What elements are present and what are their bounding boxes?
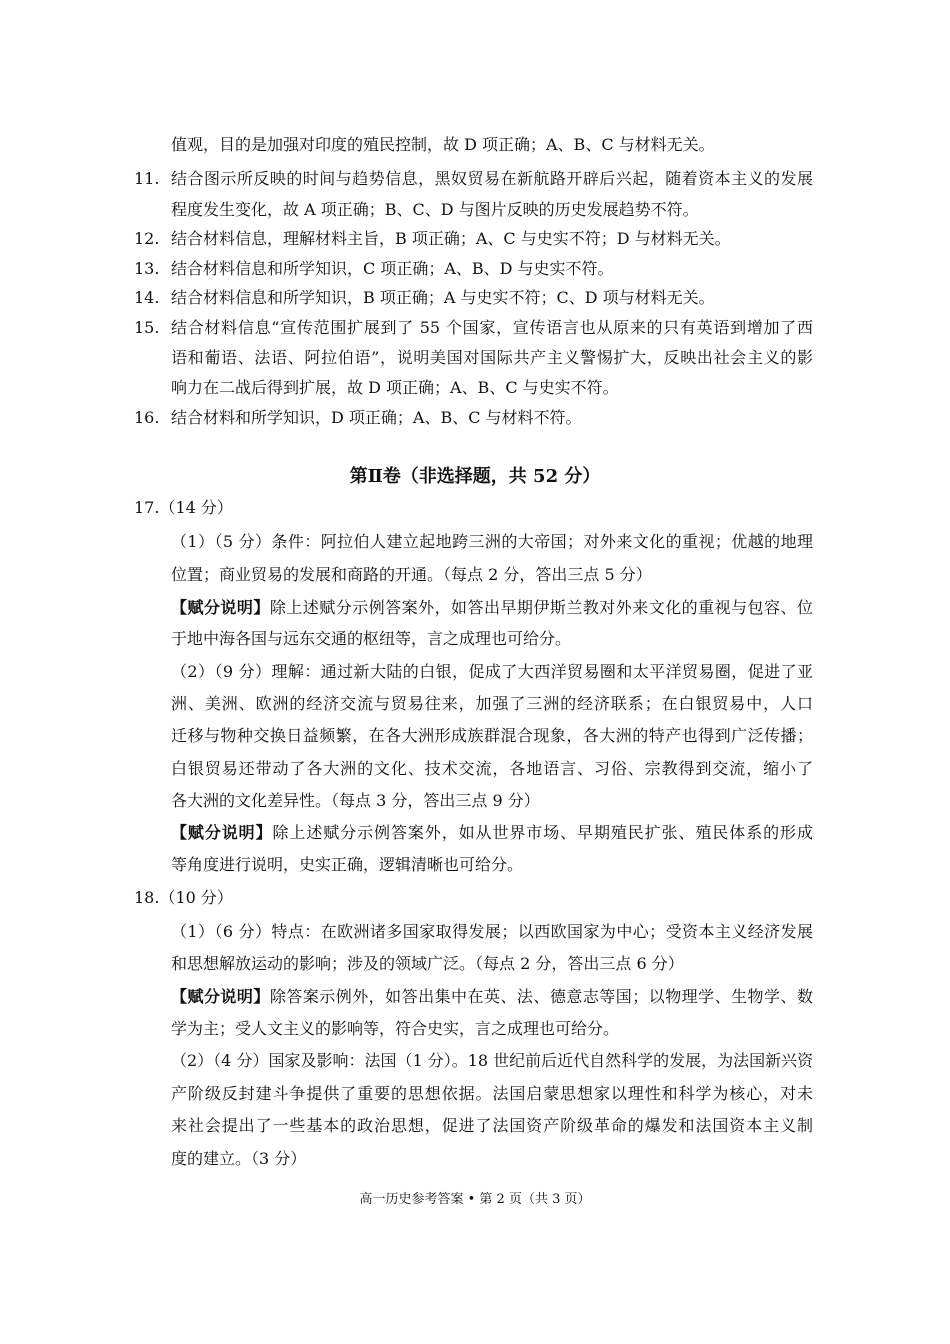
q18-part2-line-1: （2）（4 分）国家及影响：法国（1 分）。18 世纪前后近代自然科学的发展，为法国新兴资 [171, 1051, 814, 1070]
scoring-note-tag: 【赋分说明】 [171, 987, 270, 1006]
q12-line-1: 结合材料信息，理解材料主旨，B 项正确；A、C 与史实不符；D 与材料无关。 [171, 229, 731, 248]
q18-scoring-note-1 [171, 986, 813, 1008]
q17-part2-line-2: 洲、美洲、欧洲的经济交流与贸易往来，加强了三洲的经济联系；在白银贸易中，人口 [171, 694, 813, 713]
page-footer: 高一历史参考答案 • 第 2 页（共 3 页） [359, 1192, 591, 1207]
q15-number: 15. [134, 318, 160, 337]
q18-part1-line-2: 和思想解放运动的影响；涉及的领域广泛。（每点 2 分，答出三点 6 分） [171, 954, 684, 973]
q17-part1-line-1: （1）（5 分）条件：阿拉伯人建立起地跨三洲的大帝国；对外来文化的重视；优越的地理 [171, 532, 813, 551]
q17-scoring-note-1-line-2: 于地中海各国与远东交通的枢纽等，言之成理也可给分。 [171, 629, 572, 648]
q15-line-1: 结合材料信息“宣传范围扩展到了 55 个国家，宣传语言也从原来的只有英语到增加了西 [171, 318, 813, 337]
q18-part2-line-4: 度的建立。（3 分） [171, 1149, 307, 1168]
q15-line-2: 语和葡语、法语、阿拉伯语”，说明美国对国际共产主义警惕扩大，反映出社会主义的影 [171, 348, 813, 367]
q18-heading: 18.（10 分） [134, 888, 233, 907]
q11-number: 11. [134, 169, 160, 188]
q14-number: 14. [134, 288, 160, 307]
q17-scoring-note-2-line-2: 等角度进行说明，史实正确，逻辑清晰也可给分。 [171, 855, 524, 874]
q17-part2-line-3: 迁移与物种交换日益频繁，在各大洲形成族群混合现象，各大洲的特产也得到广泛传播； [171, 726, 813, 745]
q13-number: 13. [134, 259, 160, 278]
q17-part2-line-4: 白银贸易还带动了各大洲的文化、技术交流，各地语言、习俗、宗教得到交流，缩小了 [171, 759, 813, 778]
q18-part2-line-2: 产阶级反封建斗争提供了重要的思想依据。法国启蒙思想家以理性和科学为核心，对未 [171, 1084, 813, 1103]
q17-part1-line-2: 位置；商业贸易的发展和商路的开通。（每点 2 分，答出三点 5 分） [171, 565, 652, 584]
q10-continuation: 值观，目的是加强对印度的殖民控制，故 D 项正确；A、B、C 与材料无关。 [171, 135, 715, 154]
q18-part2-line-3: 来社会提出了一些基本的政治思想，促进了法国资产阶级革命的爆发和法国资本主义制 [171, 1116, 813, 1135]
q11-line-1: 结合图示所反映的时间与趋势信息，黑奴贸易在新航路开辟后兴起，随着资本主义的发展 [171, 169, 813, 188]
section-title: 第Ⅱ卷（非选择题，共 52 分） [349, 466, 601, 487]
q17-heading: 17.（14 分） [134, 498, 233, 517]
scoring-note-tag: 【赋分说明】 [171, 823, 273, 842]
q17-scoring-note-1 [171, 597, 813, 619]
q18-part1-line-1: （1）（6 分）特点：在欧洲诸多国家取得发展；以西欧国家为中心；受资本主义经济发展 [171, 922, 813, 941]
q15-line-3: 响力在二战后得到扩展，故 D 项正确；A、B、C 与史实不符。 [171, 378, 619, 397]
q16-number: 16. [134, 408, 160, 427]
q13-line-1: 结合材料信息和所学知识，C 项正确；A、B、D 与史实不符。 [171, 259, 614, 278]
q11-line-2: 程度发生变化，故 A 项正确；B、C、D 与图片反映的历史发展趋势不符。 [171, 200, 699, 219]
q17-scoring-note-2-text: 除上述赋分示例答案外，如从世界市场、早期殖民扩张、殖民体系的形成 [272, 823, 813, 842]
q17-scoring-note-2 [171, 822, 813, 844]
q17-part2-line-1: （2）（9 分）理解：通过新大陆的白银，促成了大西洋贸易圈和太平洋贸易圈，促进了亚 [171, 662, 813, 681]
q18-scoring-note-1-line-2: 学为主；受人文主义的影响等，符合史实，言之成理也可给分。 [171, 1019, 620, 1038]
scoring-note-tag: 【赋分说明】 [171, 598, 270, 617]
q17-part2-line-5: 各大洲的文化差异性。（每点 3 分，答出三点 9 分） [171, 791, 540, 810]
q14-line-1: 结合材料信息和所学知识，B 项正确；A 与史实不符；C、D 项与材料无关。 [171, 288, 715, 307]
q16-line-1: 结合材料和所学知识，D 项正确；A、B、C 与材料不符。 [171, 408, 582, 427]
q18-scoring-note-1-text: 除答案示例外，如答出集中在英、法、德意志等国；以物理学、生物学、数 [269, 987, 813, 1006]
q12-number: 12. [134, 229, 160, 248]
q17-scoring-note-1-text: 除上述赋分示例答案外，如答出早期伊斯兰教对外来文化的重视与包容、位 [269, 598, 813, 617]
